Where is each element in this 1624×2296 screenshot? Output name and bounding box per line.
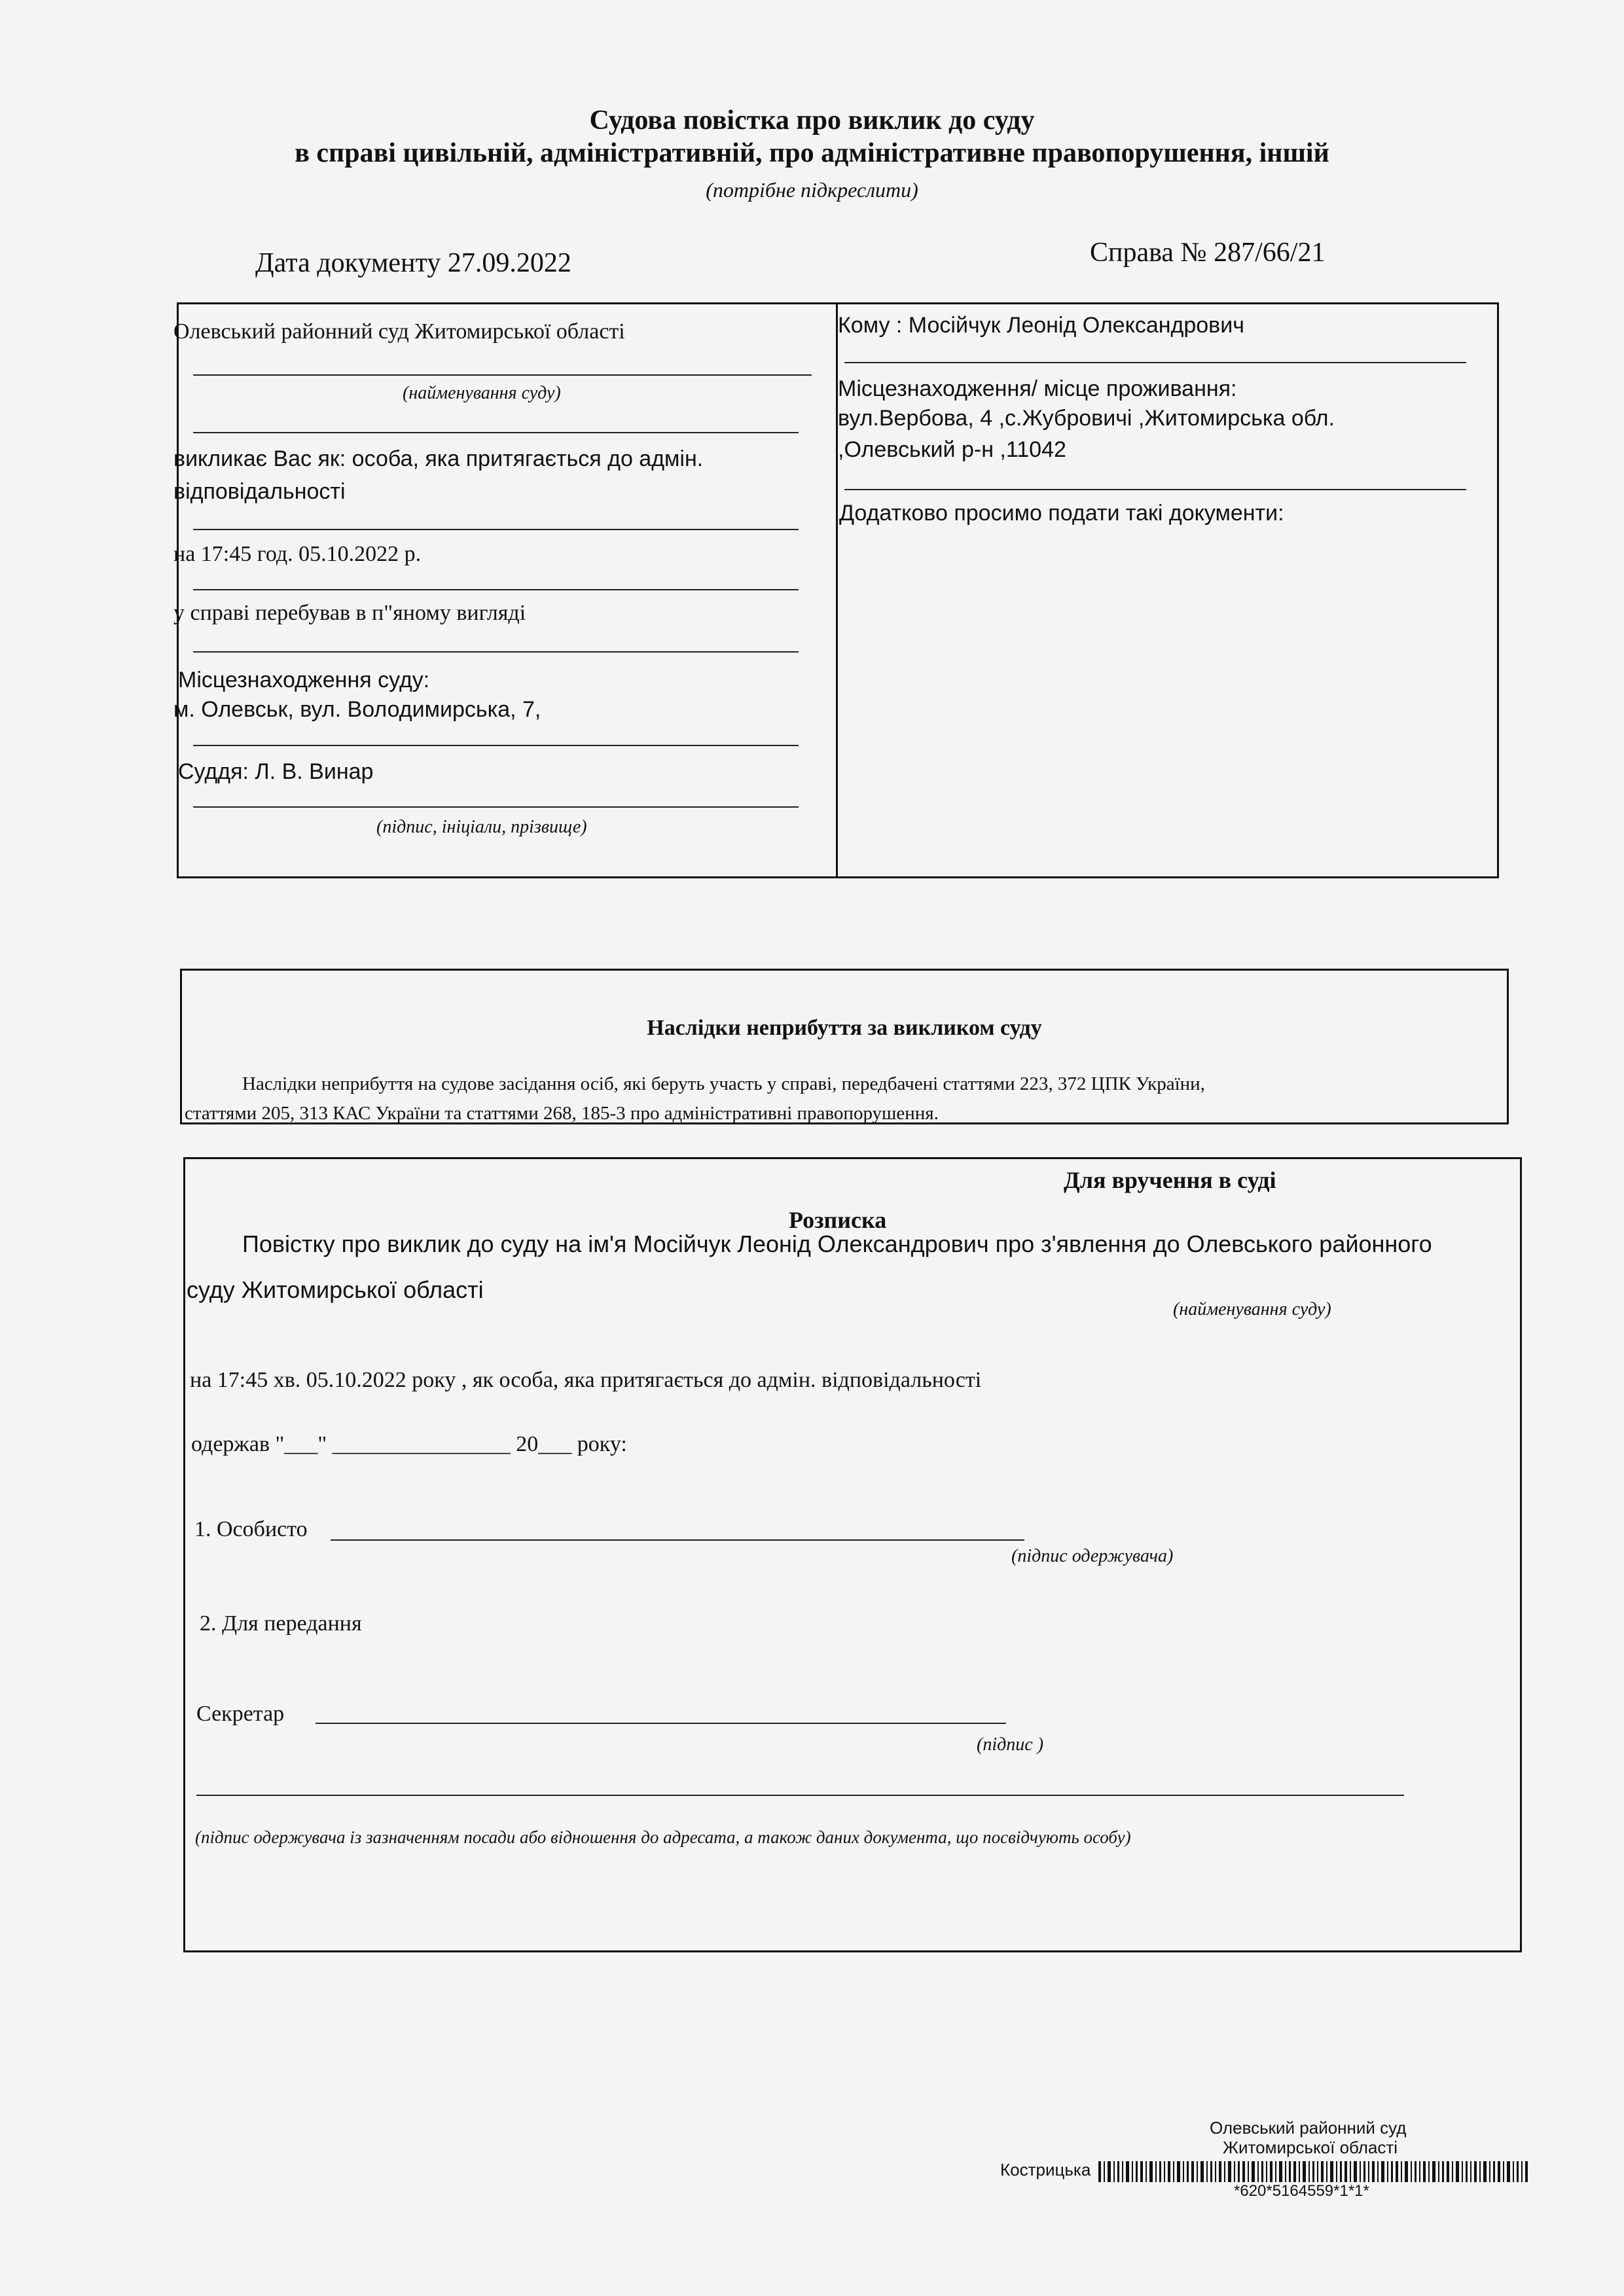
court-name-caption: (найменування суду) bbox=[403, 383, 561, 403]
summon-as-line1: викликає Вас як: особа, яка притягається до адмін. bbox=[173, 446, 704, 471]
barcode-icon bbox=[1098, 2161, 1530, 2182]
document-date: Дата документу 27.09.2022 bbox=[255, 248, 571, 278]
underline-note: (потрібне підкреслити) bbox=[706, 178, 918, 202]
consequences-text-line1: Наслідки неприбуття на судове засідання осіб, які беруть участь у справі, передбачені статтями 223, 372 ЦПК України, bbox=[242, 1073, 1205, 1094]
clerk-name: Кострицька bbox=[1000, 2160, 1091, 2179]
receipt-court-caption: (найменування суду) bbox=[1173, 1299, 1331, 1319]
divider-line bbox=[193, 651, 799, 653]
page-subtitle: в справі цивільній, адміністративній, про адміністративне правопорушення, іншій bbox=[295, 138, 1329, 168]
address-line bbox=[844, 489, 1466, 490]
receipt-text-line1: Повістку про виклик до суду на ім'я Мосійчук Леонід Олександрович про з'явлення до Олевського районного bbox=[242, 1230, 1432, 1257]
divider-line bbox=[193, 529, 799, 530]
receipt-text-line2: суду Житомирської області bbox=[187, 1276, 484, 1303]
consequences-text-line2: статтями 205, 313 КАС України та статтями 268, 185-3 про адміністративні правопорушення. bbox=[185, 1103, 939, 1124]
stamp-court-line2: Житомирської області bbox=[1223, 2138, 1398, 2157]
receipt-time-line: на 17:45 хв. 05.10.2022 року , як особа, яка притягається до адмін. відповідальності bbox=[190, 1368, 982, 1392]
judge-name: Суддя: Л. В. Винар bbox=[178, 759, 374, 784]
barcode-text: *620*5164559*1*1* bbox=[1234, 2182, 1369, 2200]
case-note: у справі перебував в п"яному вигляді bbox=[173, 601, 526, 625]
secretary-signature-caption: (підпис ) bbox=[977, 1734, 1044, 1755]
personal-label: 1. Особисто bbox=[194, 1517, 308, 1541]
address-line2: ,Олевський р-н ,11042 bbox=[838, 437, 1066, 462]
recipient-details-line[interactable] bbox=[196, 1795, 1404, 1796]
signature-line bbox=[193, 806, 799, 808]
recipient-line bbox=[844, 362, 1466, 363]
receipt-title: Розписка bbox=[789, 1207, 887, 1233]
recipient-signature-caption: (підпис одержувача) bbox=[1011, 1546, 1174, 1566]
hearing-time: на 17:45 год. 05.10.2022 р. bbox=[173, 542, 422, 566]
transfer-label: 2. Для передання bbox=[200, 1611, 362, 1636]
address-label: Місцезнаходження/ місце проживання: bbox=[838, 376, 1237, 401]
received-date-line: одержав "___" ________________ 20___ року: bbox=[191, 1432, 627, 1456]
recipient-name: Кому : Мосійчук Леонід Олександрович bbox=[838, 313, 1244, 338]
secretary-label: Секретар bbox=[196, 1702, 285, 1726]
case-number: Справа № 287/66/21 bbox=[1090, 238, 1326, 268]
court-name-line bbox=[193, 374, 812, 376]
for-court-label: Для вручення в суді bbox=[1064, 1167, 1276, 1193]
personal-signature-line[interactable] bbox=[331, 1539, 1024, 1541]
recipient-details-caption: (підпис одержувача із зазначенням посади або відношення до адресата, а також даних документа, що посвідчують особу) bbox=[195, 1827, 1131, 1847]
stamp-court-line1: Олевський районний суд bbox=[1210, 2118, 1407, 2138]
signature-caption: (підпис, ініціали, прізвище) bbox=[376, 817, 587, 837]
divider-line bbox=[193, 745, 799, 746]
page-title: Судова повістка про виклик до суду bbox=[589, 105, 1035, 135]
divider-line bbox=[193, 589, 799, 590]
secretary-signature-line[interactable] bbox=[316, 1723, 1006, 1724]
divider-line bbox=[193, 432, 799, 433]
court-location-label: Місцезнаходження суду: bbox=[178, 668, 430, 692]
court-name: Олевський районний суд Житомирської області bbox=[173, 319, 625, 344]
summon-as-line2: відповідальності bbox=[173, 479, 346, 504]
address-line1: вул.Вербова, 4 ,с.Жубровичі ,Житомирська обл. bbox=[838, 406, 1335, 431]
consequences-title: Наслідки неприбуття за викликом суду bbox=[647, 1016, 1042, 1040]
consequences-box bbox=[180, 969, 1509, 1124]
additional-documents-label: Додатково просимо подати такі документи: bbox=[839, 501, 1284, 526]
court-location-value: м. Олевськ, вул. Володимирська, 7, bbox=[173, 697, 541, 722]
